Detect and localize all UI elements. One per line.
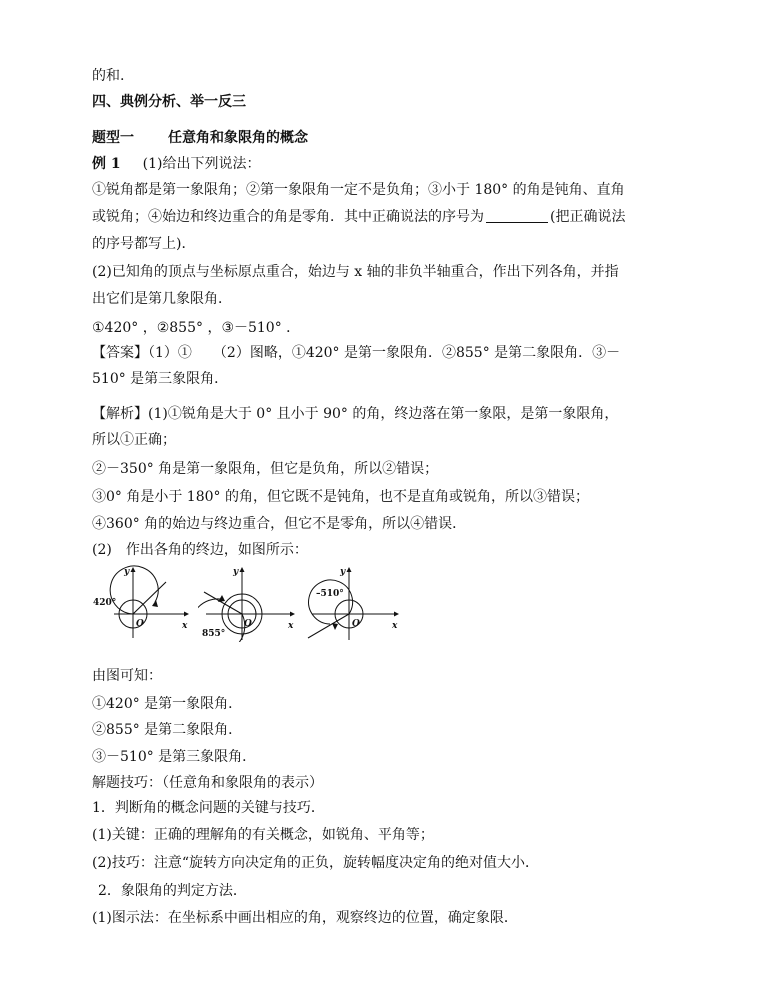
text-segment: 或锐角；④始边和终边重合的角是零角．其中正确说法的序号为 [92,209,484,225]
x-axis-label: x [182,621,188,631]
analysis-line: ④360° 角的始边与终边重合，但它不是零角，所以④错误． [92,516,467,532]
y-axis-label: y [340,567,346,577]
angle-figure-neg510 [302,562,402,642]
analysis-line: (2) 作出各角的终边，如图所示： [92,542,308,558]
text-line: (1)关键：正确的理解角的有关概念，如锐角、平角等； [92,827,434,843]
text-segment: (把正确说法 [550,209,626,225]
origin-label: O [136,619,144,629]
analysis-line: 【解析】(1)①锐角是大于 0° 且小于 90° 的角，终边落在第一象限，是第一象限角， [92,406,619,422]
text-line: 解题技巧：（任意角和象限角的表示） [92,775,323,791]
text-line: 出它们是第几象限角． [92,291,232,307]
text-line: ②855° 是第二象限角． [92,722,243,738]
text-line: ①420° 是第一象限角． [92,696,243,712]
y-axis-label: y [124,567,130,577]
angle-label: –510° [316,589,344,599]
analysis-line: ②－350° 角是第一象限角，但它是负角，所以②错误； [92,461,439,477]
y-axis-label: y [233,567,239,577]
topic-number: 题型一 [92,130,134,146]
example-question: (1)给出下列说法： [142,156,261,172]
text-line: (2)技巧：注意“旋转方向决定角的正负，旋转幅度决定角的绝对值大小． [92,855,539,871]
angle-label: 855° [202,629,226,639]
text-line: 1．判断角的概念问题的关键与技巧． [92,800,325,816]
text-line: (2)已知角的顶点与坐标原点重合，始边与 x 轴的非负半轴重合，作出下列各角，并指 [92,264,619,280]
example-line [92,154,260,174]
answer-line: 510° 是第三象限角． [92,371,229,387]
analysis-line: ③0° 角是小于 180° 的角，但它既不是钝角，也不是直角或锐角，所以③错误； [92,489,589,505]
angle-label: 420° [93,598,117,608]
x-axis-label: x [288,621,294,631]
angle-figure-420 [92,562,192,642]
topic-title: 任意角和象限角的概念 [168,130,308,146]
text-line: 2．象限角的判定方法． [98,883,247,899]
x-axis-label: x [392,621,398,631]
text-line: ③－510° 是第三象限角． [92,749,257,765]
origin-label: O [352,619,360,629]
text-line: 的序号都写上)． [92,236,196,252]
origin-label: O [244,619,252,629]
text-line: ①420° ，②855° ，③－510° ． [92,320,301,336]
text-line: 由图可知： [92,668,162,684]
text-line: (1)图示法：在坐标系中画出相应的角，观察终边的位置，确定象限． [92,910,518,926]
example-label: 例 1 [92,156,121,172]
angle-figure-855 [198,562,298,642]
topic-heading [92,128,308,148]
answer-blank [486,208,548,223]
text-line: 的和. [92,68,125,84]
section-heading: 四、典例分析、举一反三 [92,94,246,110]
text-line: ①锐角都是第一象限角；②第一象限角一定不是负角；③小于 180° 的角是钝角、直角 [92,182,625,198]
analysis-line: 所以①正确； [92,432,176,448]
text-line [92,207,625,227]
answer-line: 【答案】（1）① （2）图略，①420° 是第一象限角．②855° 是第二象限角．③－ [92,345,621,361]
